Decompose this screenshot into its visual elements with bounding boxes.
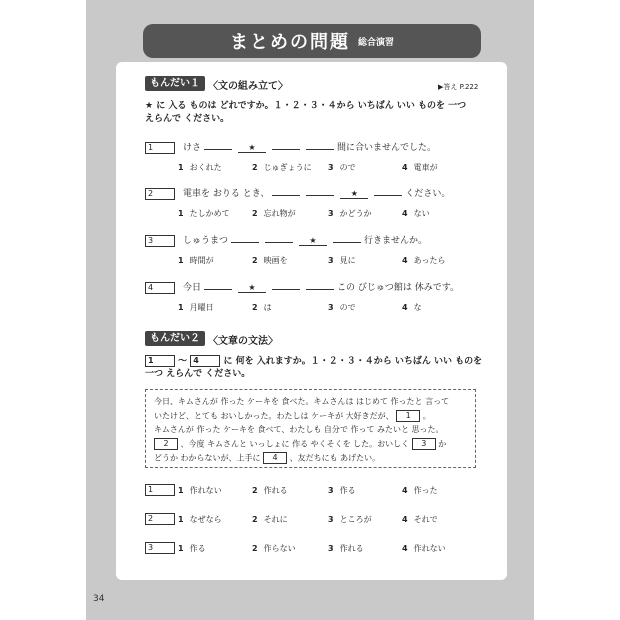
passage-line-2 bbox=[154, 410, 431, 423]
mondai1-instruction-2: えらんで ください。 bbox=[145, 114, 230, 124]
choice-number: 4 bbox=[402, 209, 408, 218]
title-bar bbox=[143, 24, 481, 58]
answer-blank[interactable] bbox=[306, 280, 334, 290]
answer-reference-link[interactable]: ▶答え P.222 bbox=[438, 83, 479, 91]
choice-text: 忘れ物が bbox=[263, 209, 296, 218]
instr-sep: 〜 bbox=[178, 356, 188, 367]
choice-option[interactable] bbox=[178, 543, 206, 554]
choice-number: 2 bbox=[252, 515, 258, 524]
choice-number: 1 bbox=[178, 486, 184, 495]
mondai1-instruction-1: ★ に 入る ものは どれですか。１・２・３・４から いちばん いい ものを 一つ bbox=[145, 101, 467, 111]
choice-number: 2 bbox=[252, 486, 258, 495]
choice-option[interactable] bbox=[178, 485, 222, 496]
answer-blank[interactable] bbox=[272, 140, 300, 150]
choice-text: あったら bbox=[413, 256, 446, 265]
choice-number: 3 bbox=[328, 256, 334, 265]
question-number-box: 3 bbox=[145, 235, 175, 247]
choice-number: 1 bbox=[178, 544, 184, 553]
mondai2-question-3 bbox=[145, 542, 175, 555]
choice-text: 作れない bbox=[413, 544, 446, 553]
question-number-box: 4 bbox=[145, 282, 175, 294]
choice-option[interactable] bbox=[178, 162, 222, 173]
mondai2-title: 〈文章の文法〉 bbox=[208, 336, 278, 347]
passage-text: いたけど、とても おいしかった。わたしは ケーキが 大好きだが、 bbox=[154, 411, 394, 421]
question-lead-text: けさ bbox=[183, 143, 202, 153]
choice-text: 作れない bbox=[189, 486, 222, 495]
choice-number: 1 bbox=[178, 303, 184, 312]
answer-blank[interactable] bbox=[374, 186, 402, 196]
choice-option[interactable] bbox=[178, 208, 230, 219]
passage-text: 。 bbox=[422, 411, 431, 421]
page-number: 34 bbox=[93, 594, 105, 604]
choice-text: は bbox=[263, 303, 272, 312]
choice-option[interactable] bbox=[178, 255, 214, 266]
passage-line-3: キムさんが 作った ケーキを 食べて、わたしも 自分で 作って みたいと 思った。 bbox=[154, 425, 444, 434]
choice-text: 時間が bbox=[189, 256, 214, 265]
choice-option[interactable] bbox=[328, 255, 356, 266]
passage-line-1: 今日、キムさんが 作った ケーキを 食べた。キムさんは はじめて 作ったと 言って bbox=[154, 397, 450, 406]
question-tail-text: ください。 bbox=[405, 189, 451, 199]
question-number-box: 1 bbox=[145, 484, 175, 496]
choice-number: 4 bbox=[402, 256, 408, 265]
choice-option[interactable] bbox=[252, 302, 272, 313]
mondai2-instruction-1 bbox=[145, 355, 482, 368]
choice-text: 電車が bbox=[413, 163, 438, 172]
question-tail-text: この びじゅつ館は 休みです。 bbox=[337, 283, 460, 293]
passage-blank-1[interactable]: 1 bbox=[396, 410, 420, 422]
choice-option[interactable] bbox=[252, 514, 288, 525]
choice-option[interactable] bbox=[402, 485, 438, 496]
choice-number: 2 bbox=[252, 209, 258, 218]
answer-blank[interactable] bbox=[204, 280, 232, 290]
choice-text: ない bbox=[413, 209, 430, 218]
choice-option[interactable] bbox=[178, 514, 222, 525]
choice-text: 作る bbox=[339, 486, 356, 495]
mondai2-label: もんだい２ bbox=[145, 331, 205, 346]
choice-text: おくれた bbox=[189, 163, 222, 172]
passage-text: か bbox=[438, 439, 447, 449]
choice-option[interactable] bbox=[328, 485, 356, 496]
question-number-box: 3 bbox=[145, 542, 175, 554]
choice-option[interactable] bbox=[402, 208, 430, 219]
choice-text: 作らない bbox=[263, 544, 296, 553]
choice-text: なぜなら bbox=[189, 515, 222, 524]
choice-text: それに bbox=[263, 515, 288, 524]
question-tail-text: 間に合いませんでした。 bbox=[337, 143, 437, 153]
instr-box-start: 1 bbox=[145, 355, 175, 367]
choice-option[interactable] bbox=[178, 302, 214, 313]
choice-text: ので bbox=[339, 303, 356, 312]
answer-blank[interactable] bbox=[333, 233, 361, 243]
choice-number: 2 bbox=[252, 544, 258, 553]
choice-number: 2 bbox=[252, 163, 258, 172]
choice-option[interactable] bbox=[252, 208, 296, 219]
choice-number: 3 bbox=[328, 163, 334, 172]
page-title: まとめの問題 bbox=[229, 32, 350, 53]
choice-option[interactable] bbox=[328, 162, 356, 173]
mondai1-question-1 bbox=[145, 140, 436, 154]
mondai1-question-2 bbox=[145, 186, 450, 200]
choice-text: それで bbox=[413, 515, 438, 524]
mondai1-question-4 bbox=[145, 280, 459, 294]
choice-option[interactable] bbox=[328, 208, 372, 219]
star-blank[interactable]: ★ bbox=[299, 236, 327, 246]
choice-option[interactable] bbox=[328, 543, 364, 554]
mondai1-question-3 bbox=[145, 233, 427, 247]
passage-blank-2[interactable]: 2 bbox=[154, 438, 178, 450]
choice-number: 2 bbox=[252, 303, 258, 312]
choice-option[interactable] bbox=[402, 302, 422, 313]
answer-blank[interactable] bbox=[306, 186, 334, 196]
choice-number: 1 bbox=[178, 163, 184, 172]
choice-option[interactable] bbox=[252, 543, 296, 554]
choice-option[interactable] bbox=[252, 255, 288, 266]
choice-text: ところが bbox=[339, 515, 372, 524]
answer-blank[interactable] bbox=[265, 233, 293, 243]
question-number-box: 1 bbox=[145, 142, 175, 154]
star-blank[interactable]: ★ bbox=[238, 283, 266, 293]
question-lead-text: 電車を おりる とき、 bbox=[183, 189, 270, 199]
choice-number: 4 bbox=[402, 486, 408, 495]
choice-number: 3 bbox=[328, 486, 334, 495]
choice-text: な bbox=[413, 303, 422, 312]
choice-number: 1 bbox=[178, 256, 184, 265]
passage-blank-4[interactable]: 4 bbox=[263, 452, 287, 464]
choice-number: 4 bbox=[402, 163, 408, 172]
choice-number: 1 bbox=[178, 515, 184, 524]
choice-number: 3 bbox=[328, 303, 334, 312]
instr-text: に 何を 入れますか。１・２・３・４から いちばん いい ものを bbox=[223, 356, 483, 367]
choice-text: かどうか bbox=[339, 209, 372, 218]
choice-text: 作る bbox=[189, 544, 206, 553]
instr-box-end: 4 bbox=[190, 355, 220, 367]
star-blank[interactable]: ★ bbox=[238, 143, 266, 153]
choice-number: 2 bbox=[252, 256, 258, 265]
choice-number: 4 bbox=[402, 515, 408, 524]
answer-blank[interactable] bbox=[272, 280, 300, 290]
choice-number: 4 bbox=[402, 303, 408, 312]
choice-text: 作った bbox=[413, 486, 438, 495]
star-blank[interactable]: ★ bbox=[340, 189, 368, 199]
choice-number: 3 bbox=[328, 515, 334, 524]
mondai2-instruction-2: 一つ えらんで ください。 bbox=[145, 369, 251, 379]
passage-blank-3[interactable]: 3 bbox=[412, 438, 436, 450]
choice-number: 3 bbox=[328, 544, 334, 553]
passage-text: 、今度 キムさんと いっしょに 作る やくそくを した。おいしく bbox=[180, 439, 410, 449]
answer-blank[interactable] bbox=[231, 233, 259, 243]
question-lead-text: しゅうまつ bbox=[183, 236, 229, 246]
passage-text: 、友だちにも あげたい。 bbox=[289, 453, 381, 463]
choice-option[interactable] bbox=[328, 302, 356, 313]
passage-line-5 bbox=[154, 452, 380, 465]
choice-option[interactable] bbox=[402, 543, 446, 554]
choice-number: 1 bbox=[178, 209, 184, 218]
choice-option[interactable] bbox=[402, 514, 438, 525]
choice-option[interactable] bbox=[252, 162, 312, 173]
choice-text: 見に bbox=[339, 256, 356, 265]
passage-line-4 bbox=[154, 438, 446, 451]
mondai1-title: 〈文の組み立て〉 bbox=[208, 81, 288, 92]
passage-text: どうか わからないが、上手に bbox=[154, 453, 261, 463]
mondai2-question-2 bbox=[145, 513, 175, 526]
choice-option[interactable] bbox=[402, 255, 446, 266]
choice-option[interactable] bbox=[252, 485, 288, 496]
choice-text: じゅぎょうに bbox=[263, 163, 312, 172]
choice-text: たしかめて bbox=[189, 209, 230, 218]
choice-option[interactable] bbox=[402, 162, 438, 173]
question-number-box: 2 bbox=[145, 188, 175, 200]
choice-number: 4 bbox=[402, 544, 408, 553]
choice-number: 3 bbox=[328, 209, 334, 218]
choice-text: ので bbox=[339, 163, 356, 172]
choice-text: 作れる bbox=[263, 486, 288, 495]
mondai1-label: もんだい１ bbox=[145, 76, 205, 91]
question-number-box: 2 bbox=[145, 513, 175, 525]
question-lead-text: 今日 bbox=[183, 283, 202, 293]
choice-text: 作れる bbox=[339, 544, 364, 553]
choice-option[interactable] bbox=[328, 514, 372, 525]
choice-text: 映画を bbox=[263, 256, 288, 265]
answer-blank[interactable] bbox=[306, 140, 334, 150]
question-tail-text: 行きませんか。 bbox=[364, 236, 428, 246]
choice-text: 月曜日 bbox=[189, 303, 214, 312]
page-subtitle: 総合演習 bbox=[357, 37, 394, 48]
answer-blank[interactable] bbox=[272, 186, 300, 196]
answer-blank[interactable] bbox=[204, 140, 232, 150]
mondai2-question-1 bbox=[145, 484, 175, 497]
